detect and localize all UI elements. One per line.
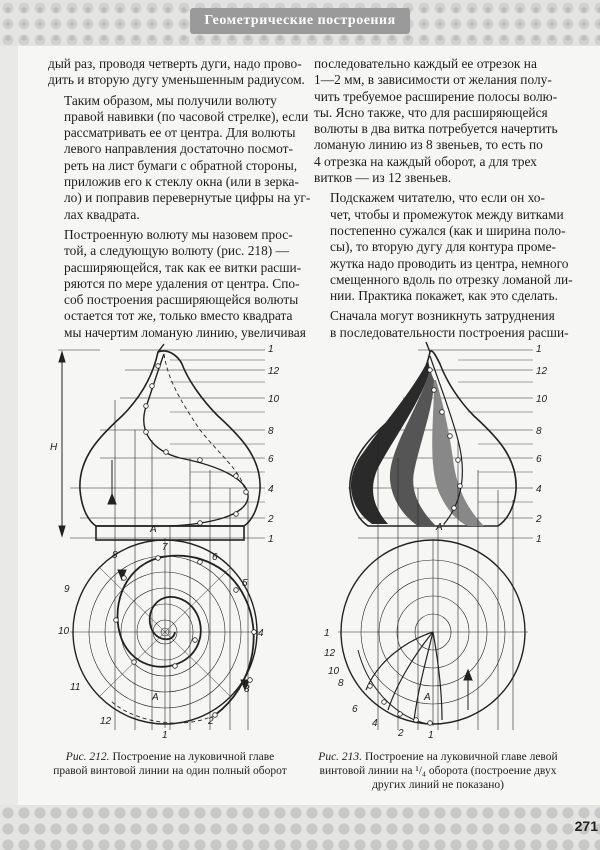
text-line: ломаную линию из 8 звеньев, то есть по bbox=[314, 137, 543, 153]
text-column-right bbox=[314, 56, 573, 341]
elev-label: 6 bbox=[536, 454, 542, 465]
plan-label: 1 bbox=[162, 730, 168, 740]
text-line: нии. Практика покажет, как это сделать. bbox=[330, 288, 558, 304]
plan-label: 1 bbox=[324, 628, 330, 639]
text-line: чить требуемое расширение полосы волю- bbox=[314, 88, 558, 104]
figure-212-caption bbox=[50, 750, 290, 778]
elev-label: 2 bbox=[268, 514, 274, 525]
dim-label-H: H bbox=[50, 442, 58, 453]
text-line: реть на лист бумаги с обратной стороны, bbox=[64, 157, 298, 173]
caption-text: Построение на луковичной главе правой винтовой линии на один полный оборот bbox=[53, 751, 287, 777]
paragraph bbox=[48, 92, 311, 223]
plan-label: 2 bbox=[208, 716, 214, 727]
text-line: последовательно каждый ее отрезок на bbox=[314, 56, 537, 71]
caption-text: Построение на луковичной главе левой винтовой линии на ¹/₄ оборота (построение двух других линий не показано) bbox=[319, 751, 558, 791]
text-line: сы), то вторую дугу для контура проме- bbox=[330, 239, 557, 255]
plan-label: 12 bbox=[324, 648, 336, 659]
plan-label: 1 bbox=[428, 730, 434, 740]
plan-label: 2 bbox=[398, 728, 404, 739]
caption-prefix: Рис. 212. bbox=[65, 751, 110, 763]
elev-label: 1 bbox=[536, 534, 542, 545]
text-line: мы начертим ломаную линию, увеличивая bbox=[64, 324, 306, 340]
paragraph bbox=[48, 226, 306, 341]
plan-label: 11 bbox=[70, 682, 81, 693]
plan-label: 10 bbox=[328, 666, 340, 677]
text-line: Построенную волюту мы назовем прос- bbox=[64, 226, 293, 242]
text-line: правой навивки (по часовой стрелке), если bbox=[64, 108, 309, 124]
paragraph bbox=[314, 308, 569, 341]
elev-label: 1 bbox=[268, 534, 274, 545]
plan-label: 10 bbox=[58, 626, 70, 637]
plan-label: 5 bbox=[242, 578, 248, 589]
text-line: ты. Ясно также, что для расширяющейся bbox=[314, 104, 548, 120]
plan-label: 4 bbox=[372, 718, 378, 729]
text-line: постепенно сужался (как и ширина поло- bbox=[330, 222, 566, 238]
elev-label: 4 bbox=[268, 484, 274, 495]
figure-212 bbox=[40, 340, 290, 740]
text-column-left bbox=[48, 56, 311, 341]
plan-label: 12 bbox=[100, 716, 112, 727]
elev-label: 12 bbox=[536, 366, 548, 377]
text-line: жутка надо проводить из центра, немного bbox=[330, 255, 569, 271]
running-header: Геометрические построения bbox=[190, 8, 410, 34]
figure-213 bbox=[318, 340, 568, 740]
point-label-A: A bbox=[424, 692, 431, 703]
text-line: Подскажем читателю, что если он хо- bbox=[330, 190, 545, 206]
text-line: расширяющейся, так как ее витки расши- bbox=[64, 259, 302, 275]
point-label-A: A bbox=[152, 692, 159, 703]
text-line: дый раз, проводя четверть дуги, надо прово- bbox=[48, 56, 302, 71]
text-line: рассматривать ее от центра. Для волюты bbox=[64, 125, 296, 141]
elev-label: 2 bbox=[536, 514, 542, 525]
point-label-A-prime: A' bbox=[150, 524, 159, 535]
plan-label: 7 bbox=[162, 542, 168, 553]
lace-border-bottom bbox=[0, 805, 600, 850]
text-line: дить и вторую дугу уменьшенным радиусом. bbox=[48, 72, 305, 88]
elev-label: 6 bbox=[268, 454, 274, 465]
text-line: ряются по мере удаления от центра. Спо- bbox=[64, 275, 300, 291]
elev-label: 1 bbox=[536, 344, 542, 355]
elev-label: 12 bbox=[268, 366, 280, 377]
text-line: витков — из 12 звеньев. bbox=[314, 170, 452, 186]
figure-213-caption bbox=[318, 750, 558, 792]
text-line: приложив его к стеклу окна (или в зерка- bbox=[64, 174, 299, 190]
plan-label: 6 bbox=[352, 704, 358, 715]
caption-prefix: Рис. 213. bbox=[318, 751, 363, 763]
plan-label: 8 bbox=[338, 678, 344, 689]
paragraph bbox=[48, 56, 305, 89]
text-line: 4 отрезка на каждый оборот, а для трех bbox=[314, 153, 537, 169]
text-line: волюты в два витка потребуется начертить bbox=[314, 121, 558, 137]
plan-label: 8 bbox=[112, 550, 118, 561]
text-line: чет, чтобы и промежуток между витками bbox=[330, 206, 564, 222]
plan-label: 4 bbox=[258, 628, 264, 639]
text-line: левого направления достаточно посмот- bbox=[64, 141, 293, 157]
text-line: Сначала могут возникнуть затруднения bbox=[330, 308, 555, 324]
text-line: в последовательности построения расши- bbox=[330, 324, 569, 340]
text-line: лах квадрата. bbox=[64, 206, 140, 222]
plan-label: 3 bbox=[244, 684, 250, 695]
plan-label: 9 bbox=[64, 584, 70, 595]
text-line: 1—2 мм, в зависимости от желания полу- bbox=[314, 72, 552, 88]
elev-label: 10 bbox=[536, 394, 548, 405]
elev-label: 4 bbox=[536, 484, 542, 495]
text-line: соб построения расширяющейся волюты bbox=[64, 292, 299, 308]
text-line: остается тот же, только вместо квадрата bbox=[64, 308, 293, 324]
text-line: Таким образом, мы получили волюту bbox=[64, 92, 277, 108]
text-line: смещенного вдоль по отрезку ломаной ли- bbox=[330, 271, 573, 287]
plan-label: 6 bbox=[212, 552, 218, 563]
text-line: ло) и поправив перевернутые цифры на уг- bbox=[64, 190, 311, 206]
text-line: той, а следующую волюту (рис. 218) — bbox=[64, 243, 290, 259]
elev-label: 1 bbox=[268, 344, 274, 355]
paragraph bbox=[314, 56, 559, 186]
paragraph bbox=[314, 190, 573, 304]
page-number: 271 bbox=[574, 818, 598, 834]
elev-label: 8 bbox=[536, 426, 542, 437]
elev-label: 8 bbox=[268, 426, 274, 437]
elev-label: 10 bbox=[268, 394, 280, 405]
point-label-A-prime: A' bbox=[436, 522, 445, 533]
